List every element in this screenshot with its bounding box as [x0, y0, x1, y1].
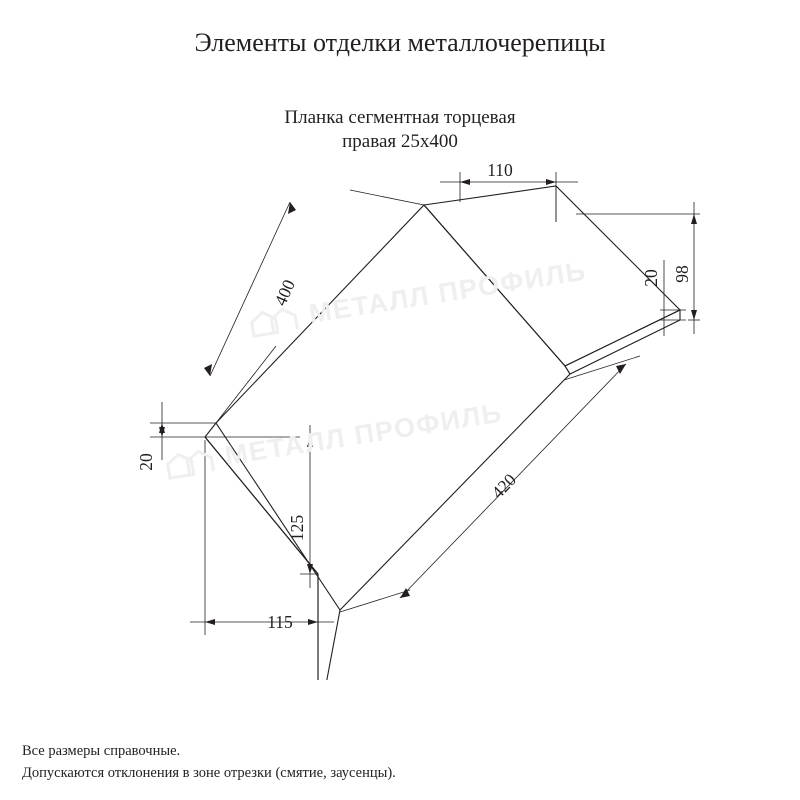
dimension-400: 400 — [270, 276, 299, 309]
note-line-1: Все размеры справочные. — [22, 743, 181, 759]
dimension-125: 125 — [287, 514, 307, 542]
watermark-text-2: МЕТАЛЛ ПРОФИЛЬ — [222, 397, 505, 472]
drawing-svg — [0, 150, 800, 680]
dimension-20-left: 20 — [136, 453, 156, 471]
product-name-line2: правая 25х400 — [342, 131, 458, 152]
dimension-110: 110 — [487, 160, 513, 180]
dimension-420: 420 — [487, 469, 520, 503]
dimension-labels — [136, 160, 692, 632]
dimension-lines — [150, 172, 700, 635]
dimension-115: 115 — [267, 612, 293, 632]
page-title: Элементы отделки металлочерепицы — [194, 28, 606, 57]
technical-drawing — [0, 150, 800, 680]
dimension-98: 98 — [672, 265, 692, 283]
watermark-text: МЕТАЛЛ ПРОФИЛЬ — [306, 255, 589, 330]
product-name — [0, 106, 800, 154]
note-line-2: Допускаются отклонения в зоне отрезки (смятие, заусенцы). — [22, 765, 396, 781]
dimension-20-right: 20 — [641, 269, 661, 287]
notes — [22, 740, 782, 784]
product-name-line1: Планка сегментная торцевая — [284, 107, 516, 128]
part-outline — [205, 186, 680, 680]
